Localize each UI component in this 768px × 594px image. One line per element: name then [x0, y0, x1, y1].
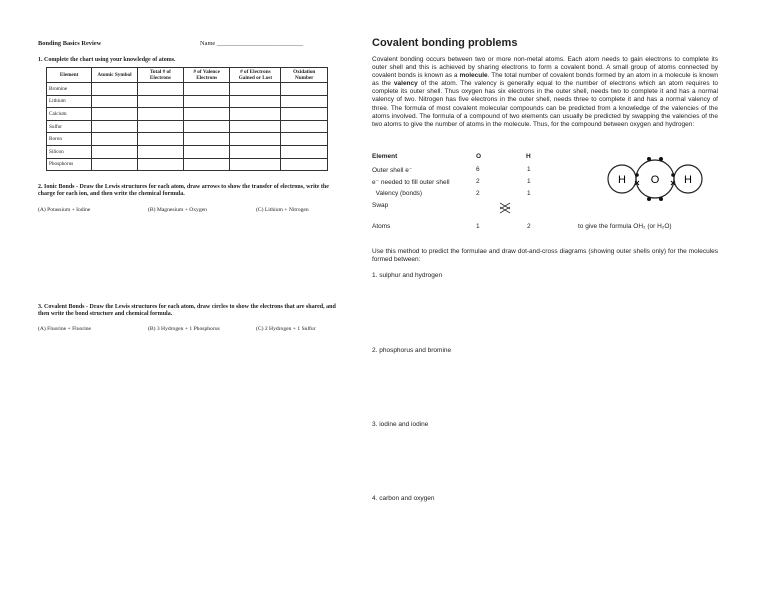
answer-cell[interactable] [281, 145, 328, 158]
problem-3: 3. iodine and iodine [372, 421, 429, 428]
answer-cell[interactable] [92, 95, 137, 108]
row-swap-label: Swap [372, 202, 389, 209]
atoms-chart-row [47, 83, 328, 96]
q3-option-a: (A) Fluorine + Fluorine [38, 326, 92, 332]
answer-cell[interactable] [92, 133, 137, 146]
problem-4: 4. carbon and oxygen [372, 495, 435, 502]
element-name-cell: Calcium [47, 108, 92, 121]
answer-cell[interactable] [281, 108, 328, 121]
element-name-cell: Bromine [47, 83, 92, 96]
electron-dot [659, 197, 663, 201]
element-name-cell: Lithium [47, 95, 92, 108]
answer-cell[interactable] [230, 108, 281, 121]
answer-cell[interactable] [137, 145, 183, 158]
answer-cell[interactable] [230, 95, 281, 108]
element-name-cell: Sulfur [47, 120, 92, 133]
atom-label-o: O [650, 174, 660, 186]
answer-cell[interactable] [92, 120, 137, 133]
atom-label-h-left: H [618, 174, 626, 186]
element-name-cell: Boron [47, 133, 92, 146]
answer-cell[interactable] [137, 108, 183, 121]
name-field-label: Name ___________________________ [200, 40, 304, 47]
element-name-cell: Phosphorus [47, 158, 92, 171]
q2-option-b: (B) Magnesium + Oxygen [148, 207, 207, 213]
electron-dot [647, 157, 651, 161]
answer-cell[interactable] [230, 83, 281, 96]
answer-cell[interactable] [230, 145, 281, 158]
answer-cell[interactable] [137, 120, 183, 133]
answer-cell[interactable] [281, 133, 328, 146]
answer-cell[interactable] [281, 158, 328, 171]
question-3: 3. Covalent Bonds - Draw the Lewis structures for each atom, draw circles to show the electrons that are shared, and then write the bond structure and chemical formula. [38, 304, 336, 318]
answer-cell[interactable] [230, 133, 281, 146]
row-needed-o: 2 [476, 178, 480, 185]
covalent-intro [372, 56, 718, 129]
header-total-electrons: Total # of Electrons [137, 68, 183, 83]
answer-cell[interactable] [230, 158, 281, 171]
electron-dot [659, 157, 663, 161]
worksheet-title: Bonding Basics Review [38, 40, 102, 47]
row-valency-o: 2 [476, 190, 480, 197]
atoms-chart-row [47, 108, 328, 121]
intro-text-1: Covalent bonding occurs between two or more non-metal atoms. Each atom needs to gain electrons to complete its outer shell and this is achieved by sharing electrons to form a covalent bond. A small group of atoms connected by covalent bonds is known as a [372, 56, 718, 80]
answer-cell[interactable] [184, 95, 230, 108]
answer-cell[interactable] [137, 95, 183, 108]
q3-option-b: (B) 3 Hydrogen + 1 Phosphorus [148, 326, 220, 332]
answer-cell[interactable] [92, 108, 137, 121]
problem-2: 2. phosphorus and bromine [372, 347, 452, 354]
atom-label-h-right: H [684, 174, 692, 186]
question-2: 2. Ionic Bonds - Draw the Lewis structures for each atom, draw arrows to show the transfer of electrons, write the charge for each ion, and then write the chemical formula. [38, 184, 329, 198]
header-element: Element [47, 68, 92, 83]
answer-cell[interactable] [184, 83, 230, 96]
row-outer-shell-h: 1 [527, 166, 531, 173]
row-needed-h: 1 [527, 178, 531, 185]
q3-option-c: (C) 2 Hydrogen + 1 Sulfur [256, 326, 316, 332]
row-needed-label: e⁻ needed to fill outer shell [372, 179, 450, 186]
header-valence-electrons: # of Valence Electrons [184, 68, 230, 83]
answer-cell[interactable] [137, 158, 183, 171]
answer-cell[interactable] [230, 120, 281, 133]
row-atoms-h: 2 [527, 223, 531, 230]
atoms-chart-header-row [47, 68, 328, 83]
answer-cell[interactable] [184, 120, 230, 133]
intro-text-2: . The total number of covalent bonds formed by an atom in a molecule is known as the [372, 72, 718, 88]
atoms-chart-row [47, 158, 328, 171]
covalent-title: Covalent bonding problems [372, 37, 518, 49]
valency-table-header-h: H [526, 153, 531, 160]
answer-cell[interactable] [281, 120, 328, 133]
answer-cell[interactable] [137, 83, 183, 96]
row-valency-label: Valency (bonds) [372, 190, 423, 197]
row-outer-shell-o: 6 [476, 166, 480, 173]
row-atoms-o: 1 [476, 223, 480, 230]
atoms-chart-row [47, 95, 328, 108]
row-atoms-label: Atoms [372, 223, 391, 230]
answer-cell[interactable] [281, 83, 328, 96]
row-valency-h: 1 [527, 190, 531, 197]
row-outer-shell-label: Outer shell e⁻ [372, 167, 413, 174]
answer-cell[interactable] [281, 95, 328, 108]
q2-option-c: (C) Lithium + Nitrogen [256, 207, 309, 213]
problem-1: 1. sulphur and hydrogen [372, 272, 443, 279]
water-dot-cross-diagram [600, 148, 710, 210]
term-molecule: molecule [459, 72, 488, 80]
electron-dot [671, 173, 675, 177]
atoms-chart [46, 67, 328, 171]
intro-text-3: of the atom. The valency is generally equal to the number of electrons which an atom requires to complete its outer shell. Thus oxygen has six electrons in the outer shell, needs two to complete it and has a normal valency of two. Nitrogen has five electrons in the outer shell, needs three to complete it and has a normal valency of three. The formula of most covalent molecular compounds can be predicted from a knowledge of the valencies of the atoms involved. The formula of a compound of two elements can usually be predicted by swapping the valencies of the two atoms to give the number of atoms in the molecule. Thus, for the compound between oxygen and hydrogen: [372, 80, 719, 128]
q2-option-a: (A) Potassium + Iodine [38, 207, 91, 213]
formula-result: to give the formula OH₂ (or H₂O) [578, 223, 672, 230]
electron-dot [647, 197, 651, 201]
answer-cell[interactable] [184, 145, 230, 158]
answer-cell[interactable] [184, 158, 230, 171]
answer-cell[interactable] [137, 133, 183, 146]
swap-arrows-icon [498, 200, 512, 214]
element-name-cell: Silicon [47, 145, 92, 158]
instruction-text: Use this method to predict the formulae and draw dot-and-cross diagrams (showing outer shells only) for the molecules formed between: [372, 248, 718, 264]
atoms-chart-row [47, 120, 328, 133]
header-oxidation-number: Oxidation Number [281, 68, 328, 83]
answer-cell[interactable] [92, 158, 137, 171]
atoms-chart-row [47, 133, 328, 146]
answer-cell[interactable] [184, 108, 230, 121]
question-1: 1. Complete the chart using your knowledge of atoms. [38, 57, 176, 63]
term-valency: valency [393, 80, 418, 88]
answer-cell[interactable] [92, 145, 137, 158]
atoms-chart-row [47, 145, 328, 158]
valency-table-header-o: O [476, 153, 482, 160]
header-gained-lost: # of Electrons Gained or Lost [230, 68, 281, 83]
header-atomic-symbol: Atomic Symbol [92, 68, 137, 83]
electron-dot [635, 173, 639, 177]
answer-cell[interactable] [184, 133, 230, 146]
answer-cell[interactable] [92, 83, 137, 96]
valency-table-header-element: Element [372, 153, 398, 160]
